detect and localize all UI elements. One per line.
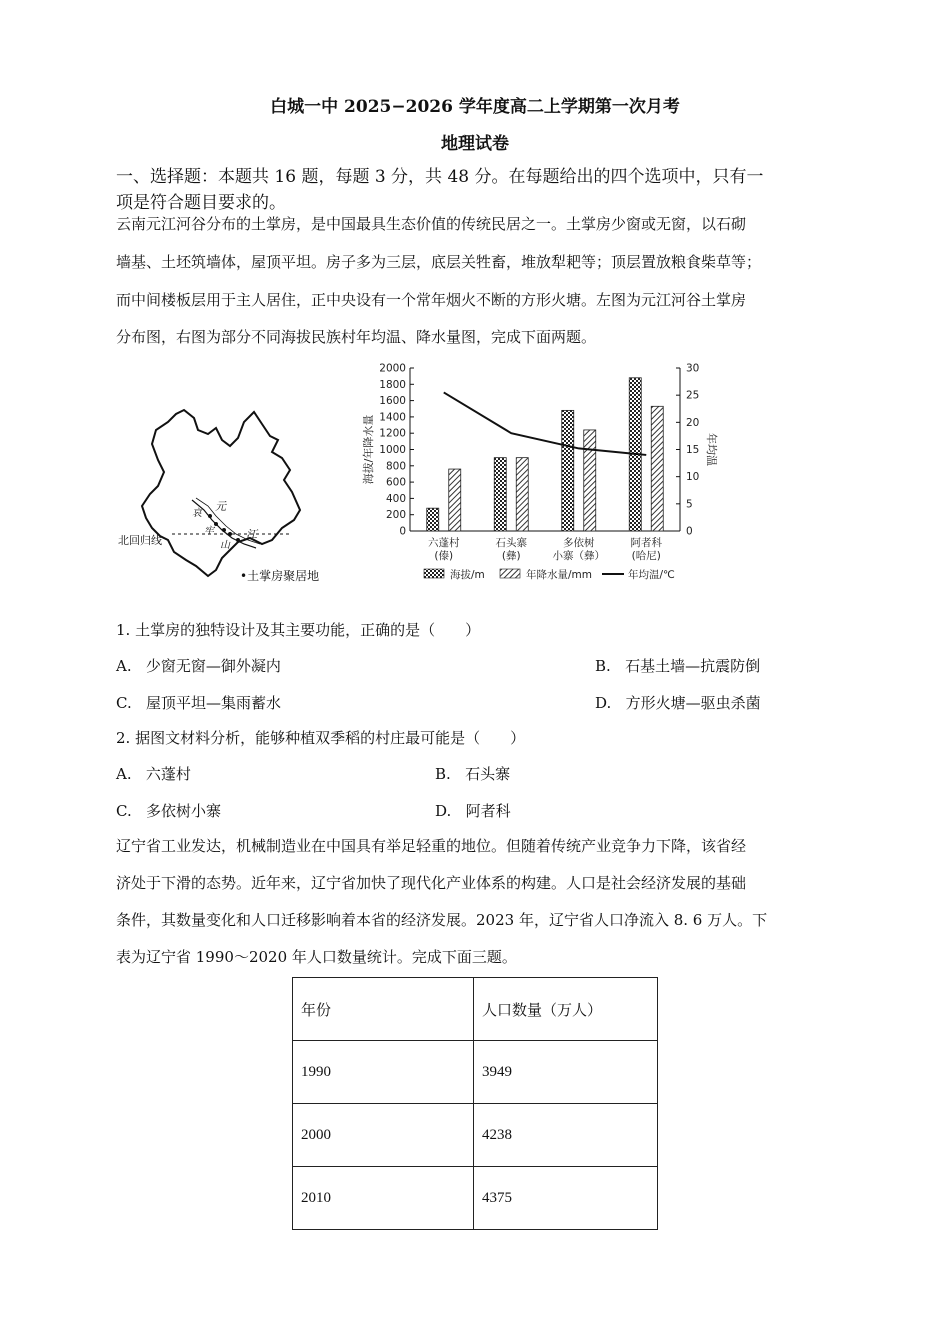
- y2-tick-label: 30: [686, 362, 700, 375]
- y-tick-label: 1800: [379, 378, 406, 391]
- y-tick-label: 200: [385, 509, 406, 522]
- option-text: 六蓬村: [145, 765, 191, 783]
- settlement-dot: [236, 538, 240, 542]
- settlement-dot: [222, 528, 226, 532]
- settlement-dot: [228, 532, 232, 536]
- y-tick-label: 0: [399, 525, 406, 538]
- legend-label: 海拔/m: [450, 569, 485, 581]
- option-letter: A.: [116, 765, 132, 783]
- option-letter: A.: [116, 657, 132, 675]
- bar-elevation: [562, 410, 574, 531]
- option-letter: D.: [595, 694, 612, 712]
- option-text: 阿者科: [465, 802, 511, 820]
- y2-tick-label: 10: [686, 471, 700, 484]
- option-text: 方形火塘—驱虫杀菌: [625, 694, 761, 712]
- y-tick-label: 1200: [379, 427, 406, 440]
- option-text: 多依树小寨: [146, 802, 222, 820]
- option-text: 屋顶平坦—集雨蓄水: [146, 694, 282, 712]
- table-row: [293, 1104, 658, 1167]
- option-letter: B.: [435, 765, 451, 783]
- y-tick-label: 1400: [379, 411, 406, 424]
- q2-option-b[interactable]: [435, 763, 510, 784]
- passage2-line: 条件，其数量变化和人口迁移影响着本省的经济发展。2023 年，辽宁省人口净流入 8. 6 万人。下: [116, 911, 768, 929]
- passage2-line: 辽宁省工业发达，机械制造业在中国具有举足轻重的地位。但随着传统产业竞争力下降，该省经: [116, 837, 747, 855]
- legend-swatch: [500, 569, 520, 578]
- category-label: 多依树: [563, 537, 595, 549]
- bar-elevation: [494, 458, 506, 531]
- y2-axis-label: 年均温: [705, 433, 718, 466]
- bar-precipitation: [584, 430, 596, 531]
- y2-tick-label: 15: [686, 444, 700, 456]
- option-text: 石基土墙—抗震防倒: [625, 657, 761, 675]
- y-tick-label: 2000: [379, 362, 406, 375]
- passage1-line: 而中间楼板层用于主人居住，正中央设有一个常年烟火不断的方形火塘。左图为元江河谷土掌房: [116, 291, 747, 309]
- cell-year: 2000: [293, 1104, 474, 1167]
- category-label: 阿者科: [630, 537, 662, 549]
- cell-population: 4375: [474, 1167, 658, 1230]
- y-tick-label: 1000: [379, 444, 406, 456]
- province-outline: [142, 410, 300, 576]
- river-char: 牢: [204, 526, 214, 537]
- y2-tick-label: 20: [686, 416, 700, 429]
- passage2-line: 表为辽宁省 1990～2020 年人口数量统计。完成下面三题。: [116, 948, 517, 966]
- cell-year: 1990: [293, 1041, 474, 1104]
- passage1-line: 云南元江河谷分布的土掌房，是中国最具生态价值的传统民居之一。土掌房少窗或无窗，以石砌: [116, 215, 747, 233]
- option-letter: C.: [116, 694, 132, 712]
- passage1-line: 墙基、土坯筑墙体，屋顶平坦。房子多为三层，底层关牲畜，堆放犁耙等；顶层置放粮食柴草等；: [116, 253, 762, 271]
- section-heading-line2: 项是符合题目要求的。: [116, 193, 286, 213]
- q1-option-c[interactable]: [116, 692, 281, 713]
- river-char: 江: [246, 528, 257, 541]
- passage2-line: 济处于下滑的态势。近年来，辽宁省加快了现代化产业体系的构建。人口是社会经济发展的基础: [116, 874, 747, 892]
- legend-swatch: [424, 569, 444, 578]
- river-char: 元: [215, 500, 226, 513]
- option-letter: B.: [595, 657, 611, 675]
- settlement-dot: [208, 514, 212, 518]
- category-label: (哈尼): [631, 550, 661, 562]
- q2-option-d[interactable]: [435, 800, 511, 821]
- section-heading-line1: 一、选择题：本题共 16 题，每题 3 分，共 48 分。在每题给出的四个选项中，只有一: [116, 167, 764, 187]
- q1-option-b[interactable]: [595, 655, 760, 676]
- river-char: 哀: [192, 508, 202, 519]
- cell-population: 3949: [474, 1041, 658, 1104]
- option-letter: D.: [435, 802, 452, 820]
- village-climate-chart: [350, 358, 730, 590]
- cell-year: 2010: [293, 1167, 474, 1230]
- tropic-label: 北回归线: [118, 534, 162, 547]
- bar-precipitation: [651, 406, 663, 531]
- q1-option-a[interactable]: [116, 655, 281, 676]
- q2-stem: 2. 据图文材料分析，能够种植双季稻的村庄最可能是（ ）: [116, 729, 526, 747]
- settlement-dot: [214, 522, 218, 526]
- table-row: [293, 1167, 658, 1230]
- category-label: (彝): [501, 550, 521, 562]
- legend-label: 年降水量/mm: [526, 569, 592, 581]
- y-tick-label: 800: [385, 460, 406, 473]
- cell-population: 4238: [474, 1104, 658, 1167]
- population-table: [292, 977, 658, 1230]
- legend-label: 年均温/℃: [628, 569, 675, 581]
- table-row: [293, 1041, 658, 1104]
- map-legend: •土掌房聚居地: [240, 569, 320, 583]
- exam-subtitle: 地理试卷: [441, 134, 509, 154]
- category-label: (傣): [434, 550, 454, 562]
- bar-precipitation: [516, 458, 528, 531]
- category-label: 小寨（彝）: [552, 550, 605, 562]
- category-label: 六蓬村: [428, 537, 460, 549]
- q1-stem: 1. 土掌房的独特设计及其主要功能，正确的是（ ）: [116, 621, 481, 639]
- bar-elevation: [427, 508, 439, 531]
- passage1-line: 分布图，右图为部分不同海拔民族村年均温、降水量图，完成下面两题。: [116, 328, 597, 346]
- y-tick-label: 400: [385, 492, 406, 505]
- q2-option-c[interactable]: [116, 800, 221, 821]
- line-temperature: [444, 392, 647, 454]
- category-label: 石头寨: [495, 537, 527, 549]
- table-header-row: [293, 978, 658, 1041]
- yunnan-map: [112, 400, 352, 590]
- river-char: 山: [220, 540, 230, 551]
- y-axis-label: 海拔/年降水量: [362, 414, 375, 485]
- option-text: 少窗无窗—御外凝内: [145, 657, 281, 675]
- q2-option-a[interactable]: [116, 763, 191, 784]
- y2-tick-label: 0: [686, 525, 693, 538]
- option-text: 石头寨: [465, 765, 511, 783]
- q1-option-d[interactable]: [595, 692, 761, 713]
- bar-precipitation: [449, 469, 461, 531]
- y-tick-label: 1600: [379, 395, 406, 408]
- header-population: 人口数量（万人）: [474, 978, 658, 1041]
- header-year: 年份: [293, 978, 474, 1041]
- y-tick-label: 600: [385, 476, 406, 489]
- y2-tick-label: 25: [686, 389, 700, 402]
- option-letter: C.: [116, 802, 132, 820]
- y2-tick-label: 5: [686, 498, 693, 511]
- exam-title: 白城一中 2025−2026 学年度高二上学期第一次月考: [270, 97, 680, 117]
